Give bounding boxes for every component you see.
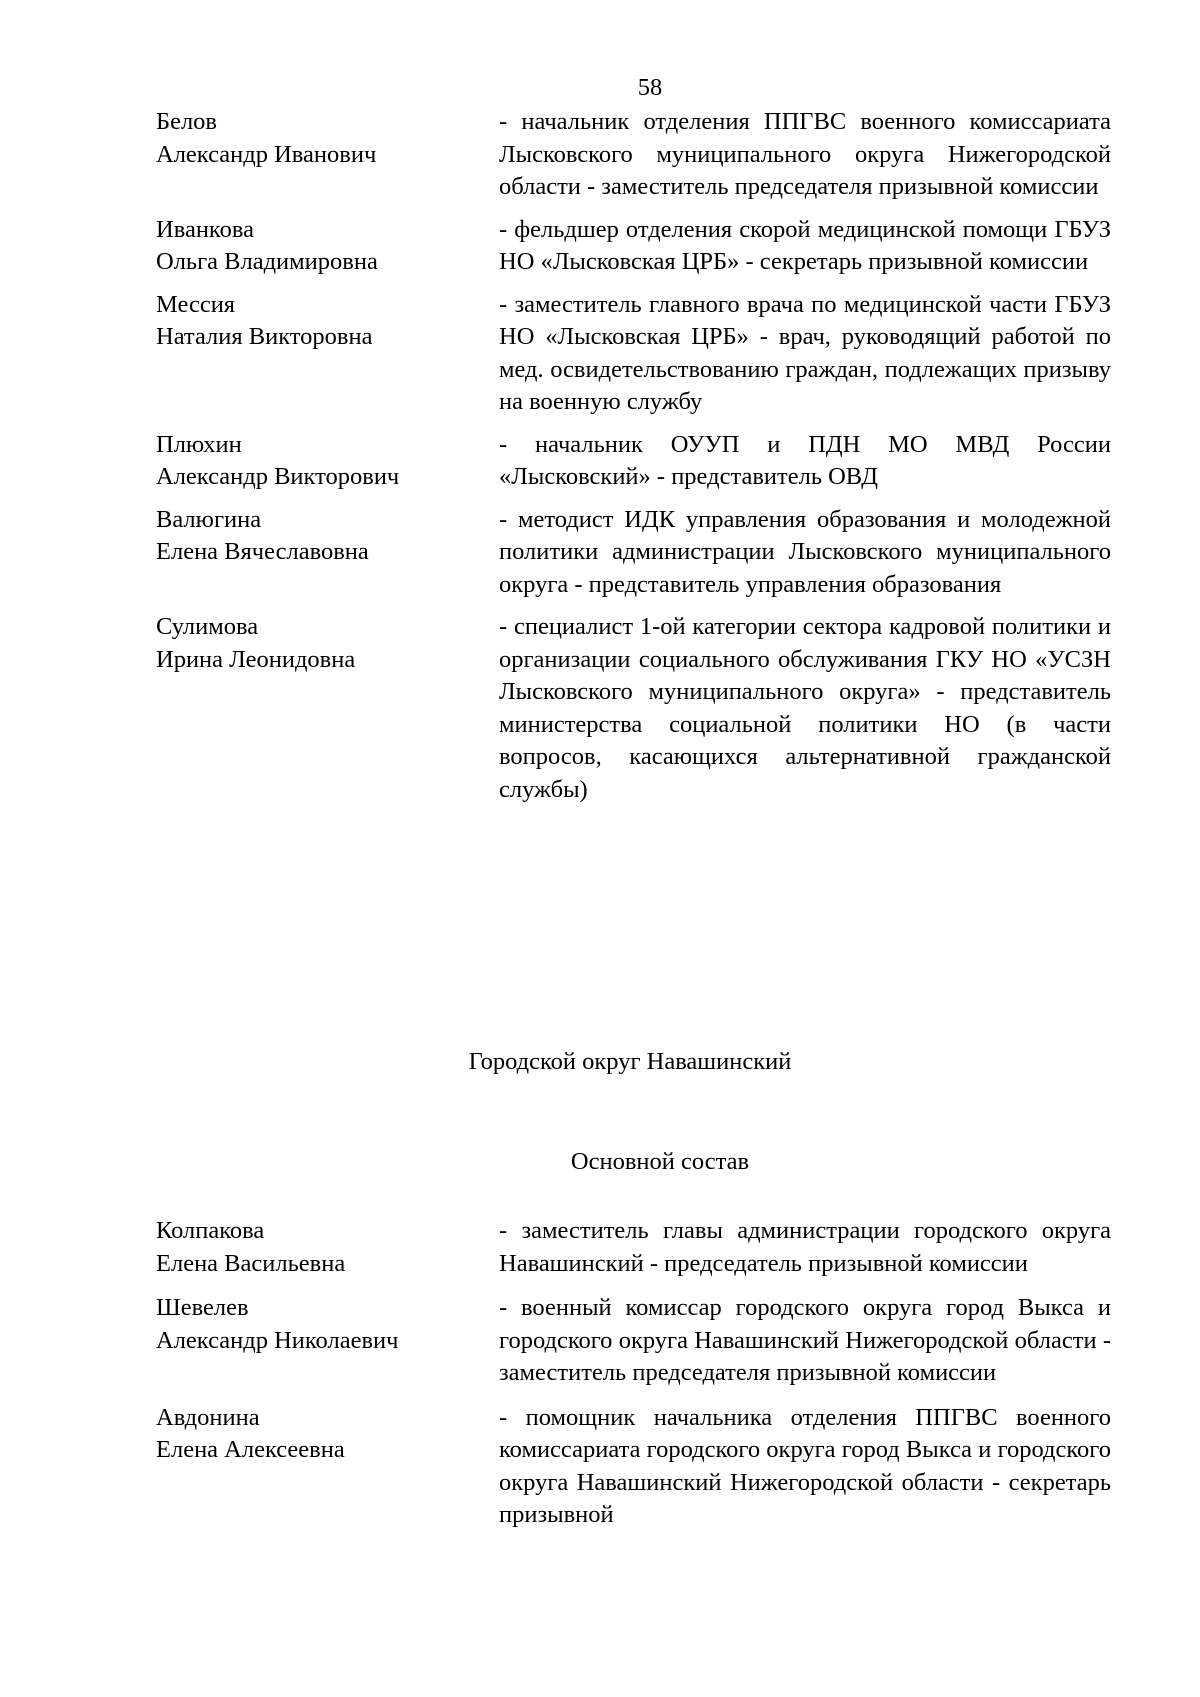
member-entry (156, 611, 1111, 806)
member-name (156, 611, 499, 806)
member-given-names: Александр Викторович (156, 463, 400, 490)
member-role: - заместитель главы администрации городского округа Навашинский - председатель призывной комиссии (499, 1217, 1111, 1277)
member-entry (156, 429, 1111, 494)
member-surname: Иванкова (156, 215, 254, 243)
member-role: - начальник отделения ППГВС военного комиссариата Лысковского муниципального округа Нижегородской области - заместитель председателя призывной комиссии (499, 108, 1111, 200)
member-given-names: Елена Вячеславовна (156, 538, 369, 565)
member-surname: Мессия (156, 290, 236, 318)
member-list-lyskovo (156, 106, 1111, 806)
member-entry (156, 106, 1111, 204)
member-entry (156, 504, 1111, 602)
member-given-names: Александр Николаевич (156, 1326, 399, 1354)
section-title: Городской округ Навашинский (468, 1048, 792, 1075)
member-given-names: Александр Иванович (156, 140, 377, 168)
member-surname: Колпакова (156, 1217, 265, 1244)
subsection-title: Основной состав (570, 1148, 750, 1175)
member-entry (156, 289, 1111, 419)
member-name (156, 504, 499, 602)
member-role: - начальник ОУУП и ПДН МО МВД России «Лысковский» - представитель ОВД (499, 430, 1111, 490)
member-surname: Сулимова (156, 613, 259, 640)
member-given-names: Елена Алексеевна (156, 1436, 345, 1463)
member-given-names: Наталия Викторовна (156, 323, 373, 350)
member-given-names: Ольга Владимировна (156, 248, 378, 275)
member-given-names: Ирина Леонидовна (156, 645, 356, 673)
member-entry (156, 214, 1111, 279)
member-name (156, 214, 499, 279)
member-name (156, 289, 499, 419)
member-surname: Белов (156, 108, 217, 135)
member-name (156, 1215, 499, 1280)
member-surname: Авдонина (156, 1403, 260, 1431)
member-name (156, 429, 499, 494)
member-given-names: Елена Васильевна (156, 1249, 346, 1277)
member-surname: Плюхин (156, 430, 242, 458)
member-name (156, 106, 499, 204)
member-name (156, 1292, 499, 1390)
member-name (156, 1402, 499, 1532)
member-list-navashino (156, 1215, 1111, 1532)
member-surname: Валюгина (156, 505, 262, 533)
member-role: - заместитель главного врача по медицинской части ГБУЗ НО «Лысковская ЦРБ» - врач, руководящий работой по мед. освидетельствованию граждан, подлежащих призыву на военную службу (499, 290, 1111, 415)
member-entry (156, 1402, 1111, 1532)
member-surname: Шевелев (156, 1294, 249, 1321)
member-entry (156, 1292, 1111, 1390)
member-role: - фельдшер отделения скорой медицинской помощи ГБУЗ НО «Лысковская ЦРБ» - секретарь призывной комиссии (499, 215, 1111, 275)
member-entry (156, 1215, 1111, 1280)
member-role: - методист ИДК управления образования и молодежной политики администрации Лысковского муниципального округа - представитель управления образования (499, 505, 1111, 598)
member-role: - помощник начальника отделения ППГВС военного комиссариата городского округа город Выкса и городского округа Навашинский Нижегородской области - секретарь призывной (499, 1403, 1111, 1528)
page-number: 58 (637, 74, 663, 101)
member-role: - специалист 1-ой категории сектора кадровой политики и организации социального обслуживания ГКУ НО «УСЗН Лысковского муниципального округа» - представитель министерства социальной политики НО (в части вопросов, касающихся альтернативной гражданской службы) (499, 613, 1111, 803)
member-role: - военный комиссар городского округа город Выкса и городского округа Навашинский Нижегородской области - заместитель председателя призывной комиссии (499, 1294, 1111, 1386)
